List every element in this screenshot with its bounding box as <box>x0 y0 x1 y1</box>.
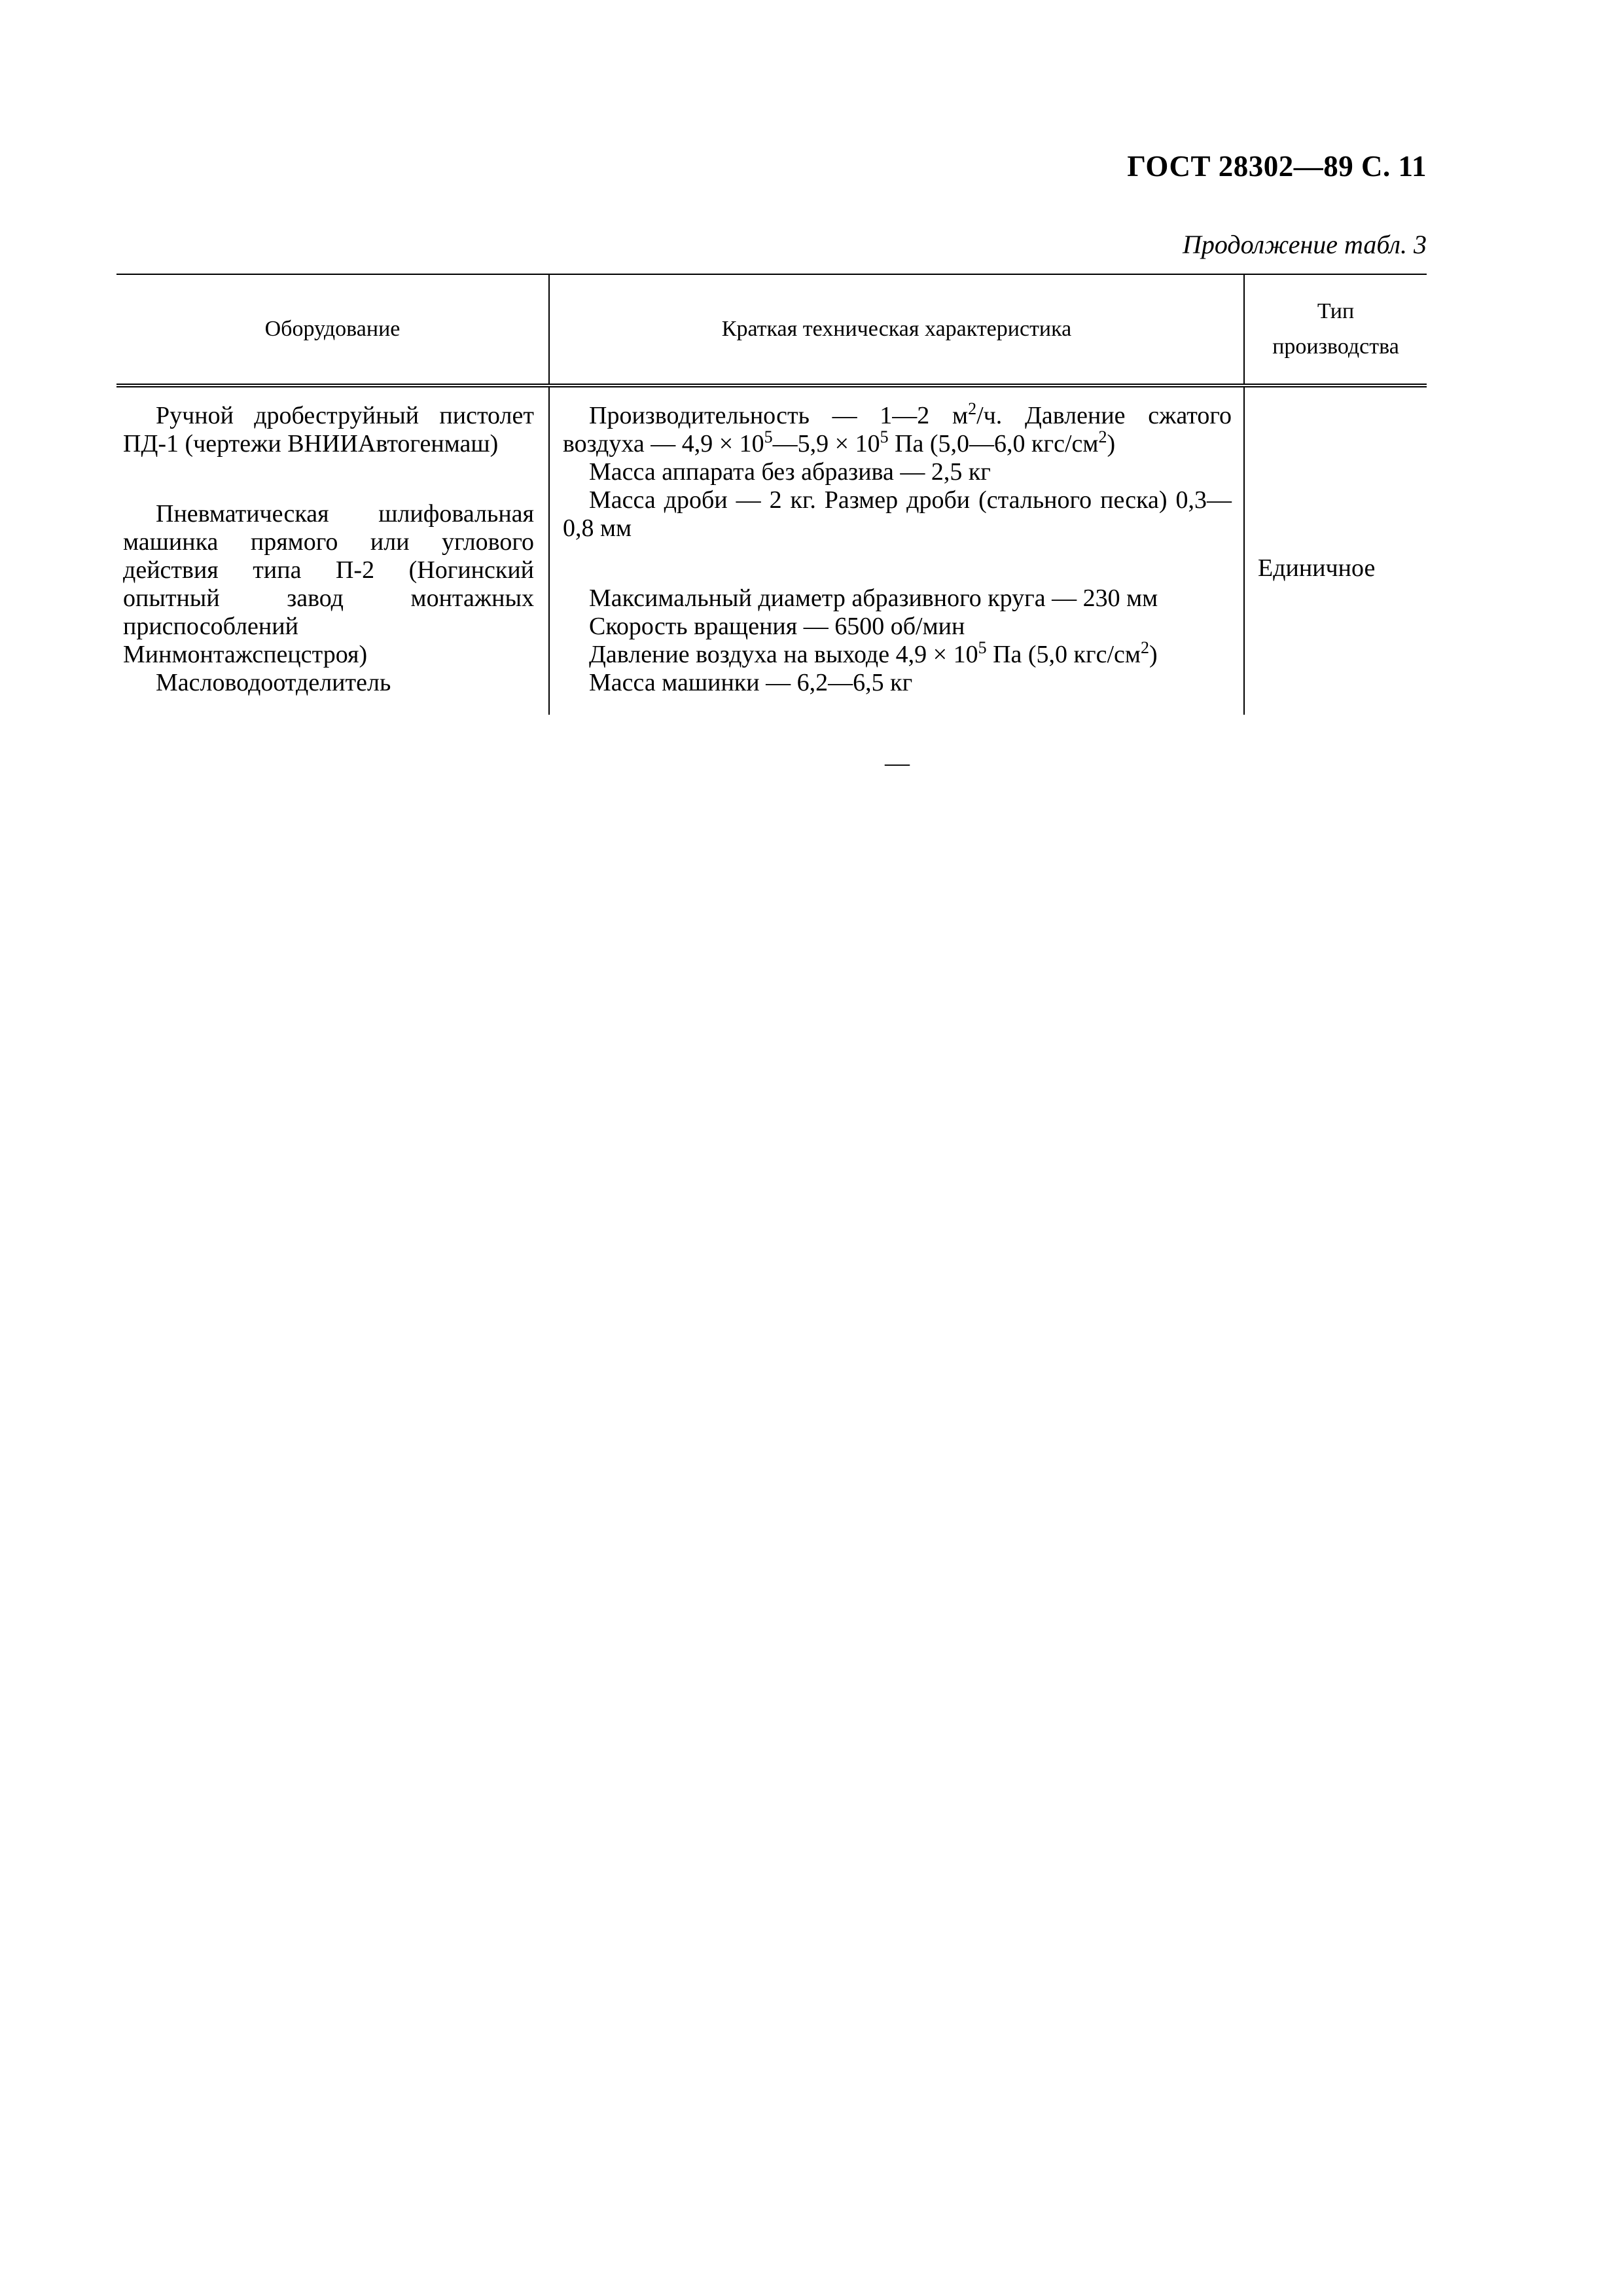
spec-line: Давление воздуха на выходе $4,9 \times 10^5$ Па (5,0 кгс/$см^2$) <box>589 638 1158 668</box>
block-gap <box>563 697 1232 749</box>
column-header-equipment: Оборудование <box>264 317 401 341</box>
production-type-value: Единичное <box>1258 554 1376 582</box>
specs-pd1 <box>563 399 1232 543</box>
spec-line: Производительность — 1—2 $м^2/ч$. Давление сжатого воздуха — $4,9 \times 10^5—5,9 \times 10^5$ Па (5,0—6,0 кгс/$см^2$) <box>563 399 1232 457</box>
table-continuation-caption: Продолжение табл. 3 <box>1182 230 1427 259</box>
equipment-column <box>116 387 548 715</box>
table-header-row <box>116 275 1427 387</box>
production-type-spacer <box>1258 402 1427 554</box>
equipment-oil-water-separator: Масловодоотделитель <box>156 669 391 696</box>
block-gap <box>563 543 1232 584</box>
spec-oil-water-separator: — <box>885 749 910 777</box>
equipment-pd1: Ручной дробеструйный пистолет ПД-1 (чертежи ВНИИАвтогенмаш) <box>123 402 534 457</box>
equipment-table <box>116 274 1427 777</box>
specs-column <box>548 387 1243 777</box>
page-header: ГОСТ 28302—89 С. 11 <box>1127 150 1427 183</box>
column-header-specs: Краткая техническая характеристика <box>548 275 1243 384</box>
spec-line: Масса аппарата без абразива — 2,5 кг <box>589 458 991 486</box>
column-header-production-type <box>1243 275 1427 384</box>
column-header-production-type-line1: Тип <box>1317 299 1355 323</box>
spec-line: Масса машинки — 6,2—6,5 кг <box>589 669 913 696</box>
table-body <box>116 387 1427 777</box>
production-type-column <box>1243 387 1427 715</box>
spec-line: Скорость вращения — 6500 об/мин <box>589 613 965 640</box>
specs-p2 <box>563 584 1232 697</box>
column-header-production-type-line2: производства <box>1272 334 1399 359</box>
equipment-p2: Пневматическая шлифовальная машинка прямого или углового действия типа П-2 (Ногинский опытный завод монтажных приспособлений Минмонтажспецстроя) <box>123 500 534 668</box>
spec-line: Максимальный диаметр абразивного круга — 230 мм <box>589 584 1158 612</box>
spec-line: Масса дроби — 2 кг. Размер дроби (стального песка) 0,3—0,8 мм <box>563 486 1232 542</box>
